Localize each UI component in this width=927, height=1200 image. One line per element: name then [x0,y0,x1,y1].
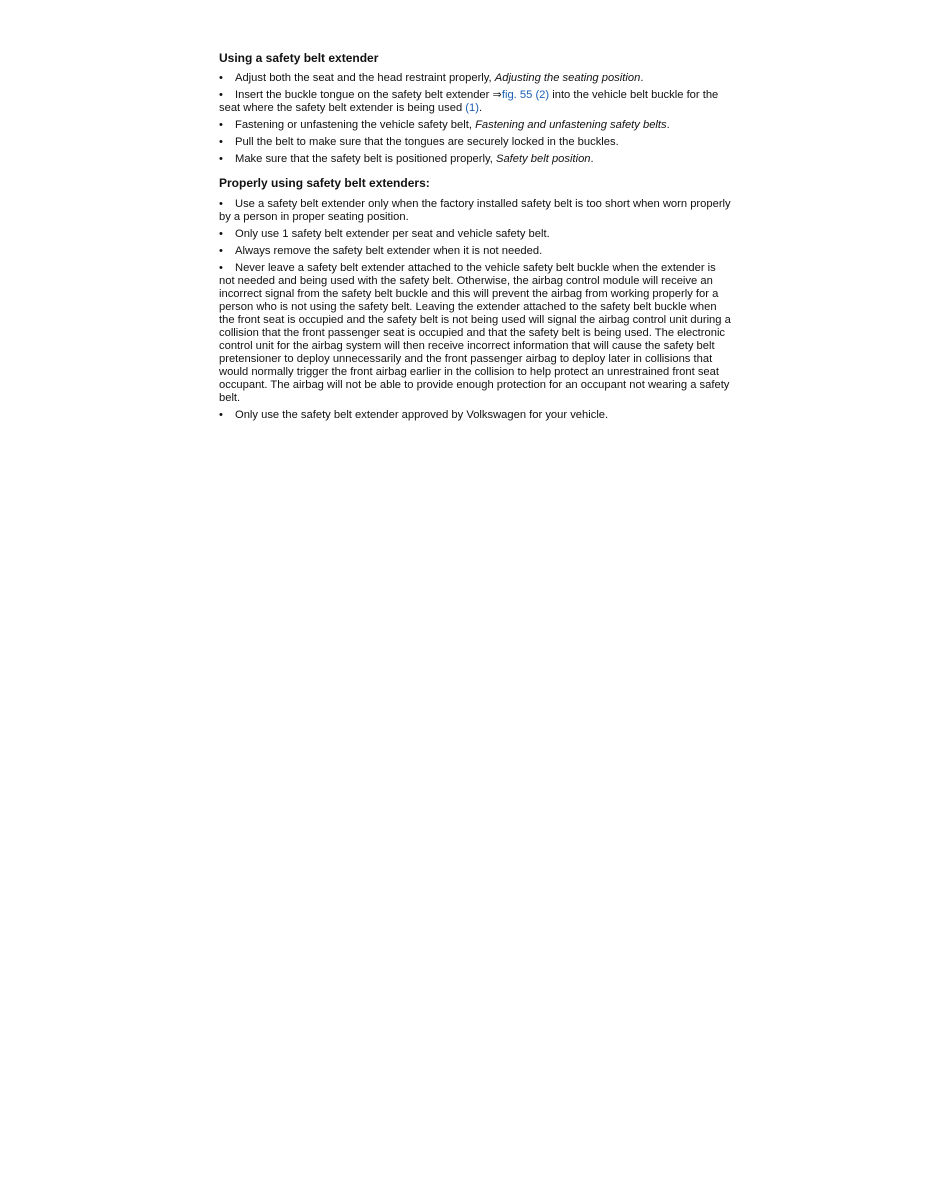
list-item: • Insert the buckle tongue on the safety belt extender ⇒fig. 55 (2) into the vehicle belt buckle for the seat where the safety belt extender is being used (1). [219,89,719,114]
cross-reference-text: Safety belt position [495,153,591,165]
cross-reference-text: Adjusting the seating position [494,72,641,84]
list-item: • Only use the safety belt extender approved by Volkswagen for your vehicle. [219,409,609,421]
guidelines-list [219,198,731,422]
figure-callout-link[interactable]: (1) [465,102,479,114]
figure-link[interactable]: fig. 55 (2) [501,89,550,101]
list-item: • Never leave a safety belt extender attached to the vehicle safety belt buckle when the extender is not needed and being used with the safety belt. Otherwise, the airbag control module will receive an incorrect signal from the safety belt buckle and this will prevent the airbag from working properly for a person who is not using the safety belt. Leaving the extender attached to the safety belt buckle when the front seat is occupied and the safety belt is not being used will signal the airbag control unit during a collision that the front passenger seat is occupied and that the safety belt is being used. The electronic control unit for the airbag system will then receive incorrect information that will cause the safety belt pretensioner to deploy unnecessarily and the front passenger airbag to deploy later in collisions that would normally trigger the front airbag earlier in the collision to help protect an unrestrained front seat occupant. The airbag will not be able to provide enough protection for an occupant not wearing a safety belt. [219,262,731,404]
list-item: • Make sure that the safety belt is positioned properly, Safety belt position. [219,153,594,165]
list-item: • Use a safety belt extender only when the factory installed safety belt is too short when worn properly by a person in proper seating position. [219,198,731,223]
document-content [219,51,731,426]
list-item: • Adjust both the seat and the head restraint properly, Adjusting the seating position. [219,72,644,84]
section-heading-proper-use: Properly using safety belt extenders: [219,176,430,190]
cross-reference-text: Fastening and unfastening safety belts [475,119,667,131]
steps-list [219,72,731,166]
list-item: • Always remove the safety belt extender when it is not needed. [219,245,543,257]
section-heading-using-extender: Using a safety belt extender [219,51,379,65]
list-item: • Pull the belt to make sure that the tongues are securely locked in the buckles. [219,136,619,148]
list-item: • Only use 1 safety belt extender per seat and vehicle safety belt. [219,228,550,240]
list-item: • Fastening or unfastening the vehicle safety belt, Fastening and unfastening safety belts. [219,119,670,131]
